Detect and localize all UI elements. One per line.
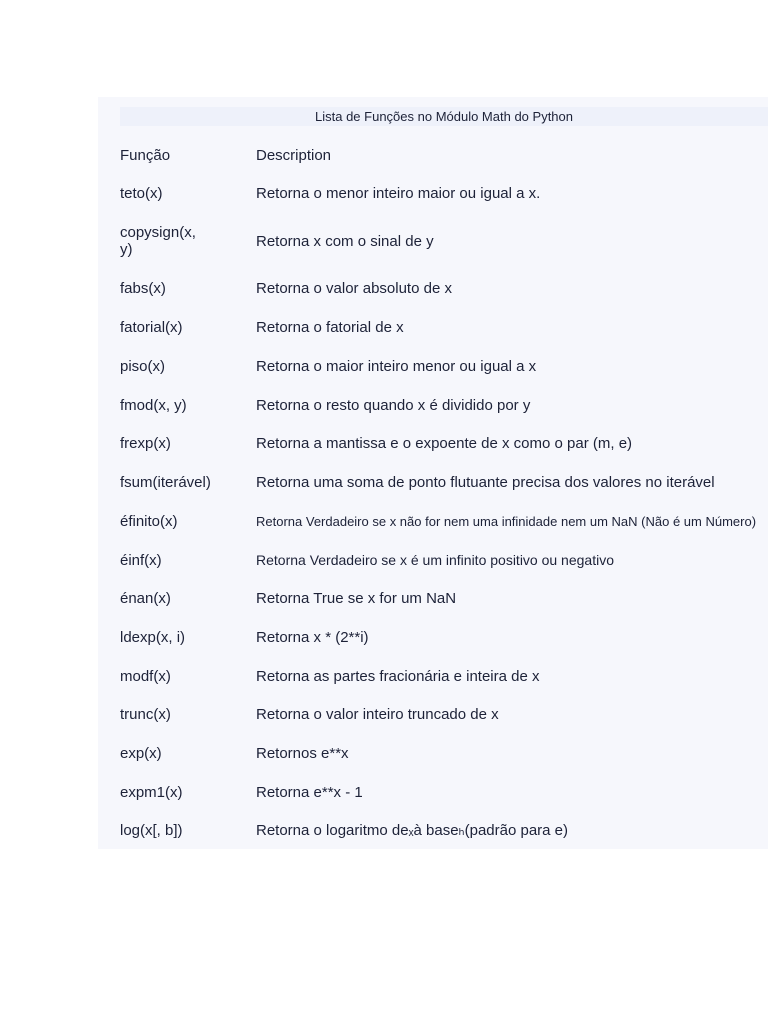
- function-cell: trunc(x): [120, 706, 171, 723]
- description-cell: Retorna uma soma de ponto flutuante precisa dos valores no iterável: [256, 474, 715, 491]
- table-row: [98, 579, 768, 618]
- function-cell: fmod(x, y): [120, 396, 187, 414]
- table-row: [98, 463, 768, 502]
- function-cell: fatorial(x): [120, 319, 183, 336]
- table-row: [98, 174, 768, 213]
- description-cell: Retorna o logaritmo deₓà baseₕ(padrão para e): [256, 821, 569, 839]
- function-cell: teto(x): [120, 185, 163, 202]
- table-caption: Lista de Funções no Módulo Math do Python: [120, 107, 768, 126]
- description-cell: Retorna o resto quando x é dividido por y: [256, 396, 531, 414]
- table-row: [98, 386, 768, 424]
- table-row: [98, 773, 768, 811]
- table-row: [98, 541, 768, 579]
- table-row: [98, 347, 768, 386]
- description-cell: Retorna Verdadeiro se x é um infinito positivo ou negativo: [256, 551, 614, 568]
- function-cell: ldexp(x, i): [120, 629, 186, 646]
- description-cell: Retorna o menor inteiro maior ou igual a x.: [256, 185, 541, 202]
- description-cell: Retorna o valor absoluto de x: [256, 280, 452, 297]
- function-cell: expm1(x): [120, 783, 183, 801]
- function-cell: fsum(iterável): [120, 474, 211, 491]
- function-cell: fabs(x): [120, 280, 166, 297]
- description-cell: Retorna x com o sinal de y: [256, 232, 434, 250]
- description-cell: Retorna o fatorial de x: [256, 319, 404, 336]
- description-cell: Retorna as partes fracionária e inteira de x: [256, 667, 540, 685]
- function-cell: éinf(x): [120, 551, 162, 569]
- description-cell: Retorna x * (2**i): [256, 629, 369, 646]
- function-cell: modf(x): [120, 667, 171, 685]
- table-row: [98, 424, 768, 463]
- function-cell: piso(x): [120, 358, 166, 375]
- table-row: [98, 657, 768, 695]
- table-row: [98, 811, 768, 849]
- table-header-row: [98, 136, 768, 174]
- description-cell: Retorna Verdadeiro se x não for nem uma infinidade nem um NaN (Não é um Número): [256, 514, 757, 529]
- table-row: [98, 502, 768, 541]
- table-row: [98, 213, 768, 269]
- header-function: Função: [120, 146, 171, 164]
- table-row: [98, 308, 768, 347]
- description-cell: Retorna o maior inteiro menor ou igual a x: [256, 358, 537, 375]
- function-cell: copysign(x, y): [120, 224, 196, 258]
- description-cell: Retorna e**x - 1: [256, 783, 363, 801]
- function-cell: log(x[, b]): [120, 821, 183, 839]
- table-row: [98, 618, 768, 657]
- table-row: [98, 734, 768, 773]
- math-functions-table: [98, 97, 768, 849]
- table-row: [98, 695, 768, 734]
- header-description: Description: [256, 146, 332, 164]
- description-cell: Retorna True se x for um NaN: [256, 590, 457, 607]
- description-cell: Retorna o valor inteiro truncado de x: [256, 706, 499, 723]
- function-cell: éfinito(x): [120, 513, 178, 530]
- function-cell: exp(x): [120, 745, 162, 762]
- description-cell: Retornos e**x: [256, 745, 349, 762]
- table-row: [98, 269, 768, 308]
- function-cell: énan(x): [120, 590, 171, 607]
- function-cell: frexp(x): [120, 435, 171, 452]
- description-cell: Retorna a mantissa e o expoente de x como o par (m, e): [256, 435, 633, 452]
